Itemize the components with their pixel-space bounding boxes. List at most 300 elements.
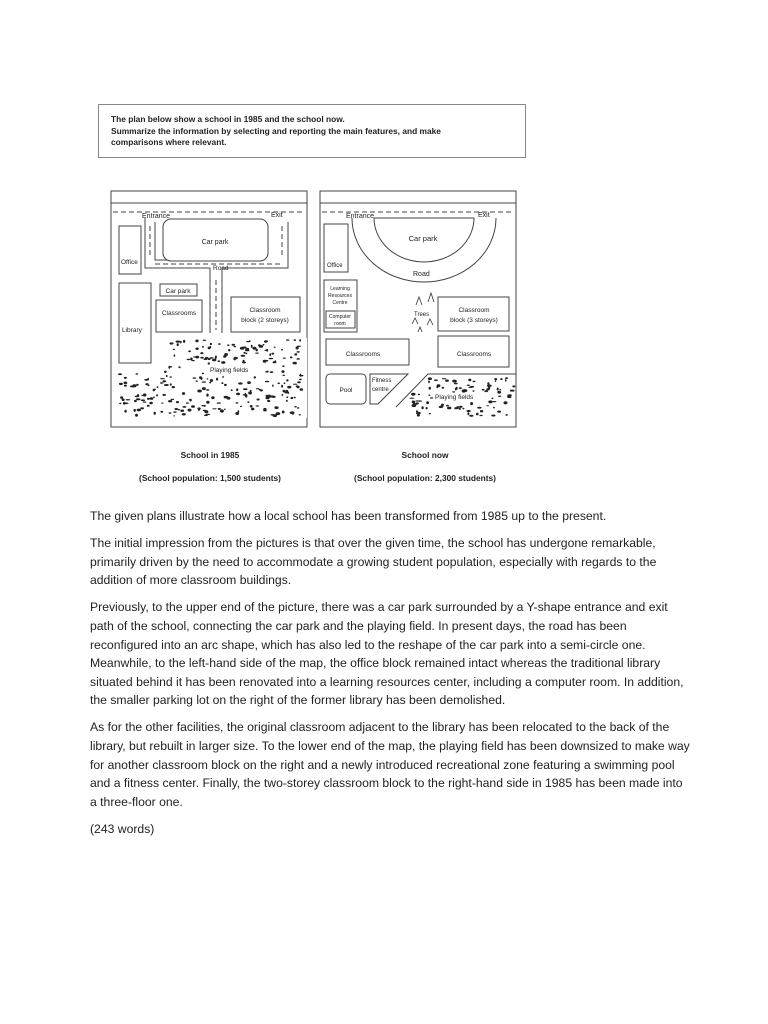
field-pebble (297, 407, 299, 409)
field-pebble (243, 388, 248, 390)
field-pebble (429, 387, 431, 390)
field-pebble (172, 386, 175, 388)
field-pebble (466, 410, 470, 412)
field-pebble (143, 393, 146, 396)
field-pebble (426, 401, 429, 404)
field-pebble (498, 396, 501, 397)
field-pebble (293, 384, 297, 385)
field-pebble (191, 405, 195, 408)
field-pebble (492, 401, 497, 402)
field-pebble (195, 340, 198, 343)
field-pebble (459, 387, 462, 389)
field-pebble (212, 408, 217, 409)
field-pebble (247, 381, 251, 384)
field-pebble (135, 373, 138, 374)
field-pebble (173, 415, 175, 416)
field-pebble (275, 360, 277, 362)
fitness-centre-label: Fitness (372, 378, 392, 384)
field-pebble (224, 384, 227, 386)
field-pebble (269, 353, 271, 356)
field-pebble (269, 358, 274, 360)
field-pebble (170, 399, 174, 400)
field-pebble (294, 397, 296, 399)
fitness-centre-label: centre (372, 387, 389, 393)
field-pebble (180, 341, 182, 344)
field-pebble (198, 409, 200, 411)
field-pebble (197, 390, 202, 393)
field-pebble (232, 344, 236, 346)
field-pebble (234, 357, 238, 360)
field-pebble (188, 409, 192, 412)
field-pebble (491, 415, 495, 417)
field-pebble (462, 389, 466, 392)
field-pebble (182, 392, 185, 395)
field-pebble (202, 381, 206, 382)
field-pebble (144, 379, 149, 381)
field-pebble (218, 408, 221, 410)
field-pebble (493, 407, 495, 409)
field-pebble (149, 397, 153, 400)
field-pebble (149, 402, 153, 405)
field-pebble (286, 339, 289, 340)
field-pebble (202, 387, 206, 390)
field-pebble (462, 408, 464, 410)
lrc-label: Centre (332, 300, 348, 306)
field-pebble (119, 403, 121, 405)
essay-paragraph: The given plans illustrate how a local school has been transformed from 1985 up to the present. (90, 509, 607, 523)
exit-label: Exit (478, 212, 490, 219)
field-pebble (174, 408, 178, 410)
classroom-block-label: Classroom (249, 307, 281, 314)
field-pebble (173, 411, 177, 412)
field-pebble (147, 398, 150, 400)
field-pebble (202, 346, 204, 348)
road-label: Road (413, 271, 430, 278)
field-pebble (203, 410, 207, 411)
essay-paragraph: The initial impression from the pictures is that over the given time, the school has undergone remarkable, primarily driven by the need to accommodate a growing student population, especially with regards to the addition of more classroom buildings. (90, 536, 657, 588)
field-pebble (299, 339, 301, 341)
population-1985: (School population: 1,500 students) (139, 473, 281, 483)
field-pebble (212, 359, 216, 362)
field-pebble (126, 399, 131, 400)
office-label: Office (327, 263, 343, 269)
field-pebble (441, 405, 444, 408)
field-pebble (271, 353, 274, 355)
field-pebble (177, 343, 179, 346)
classrooms-left-label: Classrooms (345, 351, 381, 358)
field-pebble (176, 401, 179, 403)
field-pebble (300, 388, 304, 391)
field-pebble (412, 394, 415, 396)
field-pebble (459, 406, 463, 408)
field-pebble (299, 414, 301, 415)
entrance-label: Entrance (346, 213, 375, 220)
field-pebble (122, 398, 125, 401)
field-pebble (265, 381, 269, 383)
field-pebble (164, 384, 169, 386)
field-pebble (500, 378, 502, 380)
field-pebble (454, 383, 458, 385)
field-pebble (456, 406, 459, 408)
car-park-label: Car park (408, 234, 438, 243)
field-pebble (130, 385, 134, 387)
classroom-block-label: Classroom (458, 307, 490, 314)
field-pebble (281, 349, 283, 351)
field-pebble (434, 379, 438, 381)
field-pebble (476, 413, 479, 416)
field-pebble (291, 397, 294, 399)
word-count: (243 words) (90, 821, 155, 836)
field-pebble (255, 405, 259, 406)
field-pebble (469, 415, 473, 417)
field-pebble (296, 347, 299, 350)
field-pebble (470, 402, 473, 405)
field-pebble (265, 371, 268, 373)
field-pebble (203, 340, 207, 341)
field-pebble (154, 389, 156, 390)
field-pebble (446, 405, 449, 407)
caption-now: School now (401, 450, 449, 460)
field-pebble (216, 378, 218, 381)
field-pebble (497, 391, 501, 394)
field-pebble (227, 344, 229, 346)
field-pebble (294, 339, 297, 341)
field-pebble (160, 378, 165, 379)
pool-label: Pool (339, 387, 353, 394)
field-pebble (484, 390, 488, 392)
field-pebble (137, 409, 141, 412)
field-pebble (251, 408, 254, 411)
school-plans-figure (0, 0, 768, 500)
field-pebble (504, 401, 508, 404)
field-pebble (221, 361, 225, 364)
field-pebble (477, 407, 481, 409)
field-pebble (170, 342, 174, 344)
field-pebble (255, 353, 259, 354)
field-pebble (124, 377, 127, 379)
field-pebble (240, 347, 245, 350)
field-pebble (264, 360, 269, 362)
classroom-block-label: block (2 storeys) (241, 317, 289, 324)
field-pebble (512, 385, 515, 387)
field-pebble (487, 382, 489, 385)
field-pebble (468, 379, 471, 382)
field-pebble (418, 400, 422, 401)
field-pebble (246, 353, 248, 355)
population-now: (School population: 2,300 students) (354, 473, 496, 483)
field-pebble (183, 340, 185, 343)
computer-room-label: Computer (329, 314, 351, 320)
field-pebble (207, 378, 209, 379)
field-pebble (482, 389, 485, 391)
field-pebble (190, 358, 193, 361)
field-pebble (168, 400, 172, 402)
field-pebble (274, 347, 276, 348)
field-pebble (288, 392, 290, 394)
field-pebble (233, 346, 236, 347)
field-pebble (429, 413, 431, 414)
road-label: Road (213, 265, 229, 272)
field-pebble (488, 387, 490, 389)
field-pebble (290, 356, 293, 358)
field-pebble (120, 396, 123, 399)
field-pebble (173, 349, 175, 351)
field-pebble (156, 394, 158, 396)
field-pebble (224, 409, 226, 411)
field-pebble (428, 380, 430, 383)
field-pebble (421, 406, 423, 409)
field-pebble (246, 341, 250, 342)
field-pebble (204, 405, 206, 407)
field-pebble (467, 412, 469, 415)
field-pebble (263, 410, 267, 411)
field-pebble (254, 376, 256, 378)
field-pebble (218, 343, 221, 345)
field-pebble (124, 410, 126, 413)
field-pebble (124, 382, 128, 385)
field-pebble (491, 398, 493, 400)
field-pebble (251, 345, 253, 348)
field-pebble (170, 383, 172, 386)
field-pebble (299, 379, 302, 381)
field-pebble (196, 381, 198, 382)
field-pebble (410, 398, 415, 399)
field-pebble (257, 399, 260, 401)
field-pebble (178, 409, 180, 411)
field-pebble (217, 360, 220, 362)
field-pebble (282, 394, 284, 396)
field-pebble (166, 375, 168, 377)
field-pebble (297, 386, 300, 389)
field-pebble (231, 389, 233, 391)
field-pebble (182, 413, 186, 415)
field-pebble (160, 382, 164, 383)
field-pebble (510, 390, 512, 391)
map-1985 (111, 191, 307, 427)
field-pebble (162, 394, 166, 396)
field-pebble (266, 395, 268, 397)
field-pebble (283, 358, 286, 359)
lrc-label: Learning (330, 286, 350, 292)
exit-label: Exit (271, 212, 283, 219)
field-pebble (195, 356, 199, 359)
field-pebble (192, 360, 195, 361)
field-pebble (426, 407, 428, 409)
field-pebble (161, 403, 163, 404)
field-pebble (247, 401, 249, 403)
field-pebble (437, 384, 440, 387)
field-pebble (505, 377, 508, 379)
field-pebble (259, 345, 264, 348)
field-pebble (505, 379, 507, 382)
field-pebble (505, 414, 508, 416)
field-pebble (224, 353, 228, 356)
field-pebble (282, 365, 284, 367)
field-pebble (210, 379, 213, 382)
field-pebble (497, 411, 501, 413)
field-pebble (272, 396, 276, 398)
field-pebble (242, 362, 246, 364)
field-pebble (428, 395, 430, 396)
field-pebble (256, 388, 259, 389)
field-pebble (135, 396, 139, 398)
field-pebble (160, 411, 163, 413)
field-pebble (200, 357, 203, 359)
field-pebble (264, 340, 268, 342)
field-pebble (135, 414, 138, 417)
entrance-label: Entrance (142, 213, 171, 220)
field-pebble (442, 387, 445, 389)
field-pebble (499, 389, 501, 390)
field-pebble (263, 344, 265, 346)
field-pebble (479, 415, 482, 416)
field-pebble (293, 362, 297, 365)
field-pebble (472, 390, 474, 391)
field-pebble (140, 407, 144, 409)
field-pebble (281, 370, 284, 373)
field-pebble (480, 410, 483, 412)
field-pebble (507, 397, 511, 399)
field-pebble (286, 400, 288, 402)
essay-body (90, 507, 690, 847)
field-pebble (297, 381, 301, 383)
field-pebble (222, 376, 224, 377)
field-pebble (241, 355, 246, 357)
field-pebble (294, 353, 297, 355)
field-pebble (467, 385, 470, 386)
field-pebble (187, 359, 191, 360)
car-park-label: Car park (201, 239, 229, 246)
field-pebble (260, 389, 263, 391)
small-car-park-label: Car park (165, 288, 191, 295)
field-pebble (299, 375, 304, 377)
field-pebble (174, 354, 176, 357)
field-pebble (220, 409, 224, 412)
field-pebble (217, 402, 221, 403)
field-pebble (164, 371, 167, 373)
trees-label: Trees (414, 312, 430, 318)
field-pebble (277, 383, 280, 385)
field-pebble (494, 378, 497, 380)
classrooms-label: Classrooms (161, 310, 197, 317)
field-pebble (208, 347, 211, 350)
field-pebble (206, 394, 208, 397)
field-pebble (286, 379, 288, 381)
field-pebble (290, 411, 295, 414)
field-pebble (488, 400, 492, 403)
field-pebble (236, 388, 238, 391)
field-pebble (186, 402, 189, 403)
playing-fields-label: Playing fields (435, 394, 474, 401)
field-pebble (266, 349, 268, 352)
field-pebble (148, 385, 150, 386)
task-line: Summarize the information by selecting and reporting the main features, and make (111, 125, 441, 136)
field-pebble (272, 385, 274, 387)
field-pebble (123, 402, 126, 405)
field-pebble (487, 405, 489, 406)
field-pebble (208, 362, 210, 364)
field-pebble (284, 382, 286, 384)
field-pebble (416, 412, 421, 415)
field-pebble (206, 414, 211, 415)
field-pebble (238, 382, 243, 384)
field-pebble (412, 404, 417, 407)
field-pebble (157, 386, 159, 388)
field-pebble (180, 410, 184, 412)
field-pebble (473, 381, 476, 383)
field-pebble (286, 396, 288, 398)
field-pebble (418, 394, 420, 395)
field-pebble (287, 386, 291, 389)
field-pebble (202, 373, 204, 375)
field-pebble (294, 406, 297, 407)
field-pebble (243, 394, 248, 396)
field-pebble (459, 408, 461, 411)
field-pebble (495, 380, 497, 382)
field-pebble (412, 401, 416, 404)
field-pebble (470, 386, 474, 388)
field-pebble (270, 371, 274, 373)
field-pebble (252, 347, 256, 350)
field-pebble (124, 385, 127, 387)
field-pebble (455, 388, 457, 391)
field-pebble (417, 415, 420, 417)
field-pebble (200, 352, 203, 354)
field-pebble (178, 366, 180, 368)
field-pebble (282, 411, 285, 414)
field-pebble (210, 343, 212, 345)
field-pebble (136, 384, 139, 386)
field-pebble (170, 366, 173, 368)
field-pebble (208, 358, 211, 360)
field-pebble (203, 358, 207, 360)
field-pebble (153, 396, 155, 398)
field-pebble (147, 405, 150, 407)
field-pebble (452, 391, 455, 392)
field-pebble (235, 402, 238, 403)
library-label: Library (122, 327, 142, 334)
field-pebble (193, 377, 197, 378)
task-line: comparisons where relevant. (111, 137, 227, 148)
field-pebble (236, 393, 240, 396)
field-pebble (228, 349, 230, 351)
field-pebble (452, 380, 457, 383)
field-pebble (250, 405, 253, 408)
field-pebble (189, 399, 192, 401)
field-pebble (195, 348, 198, 350)
field-pebble (297, 351, 300, 353)
field-pebble (169, 412, 172, 414)
field-pebble (445, 380, 449, 382)
field-pebble (199, 376, 202, 379)
lrc-label: Resources (328, 293, 352, 299)
field-pebble (271, 414, 275, 416)
field-pebble (134, 409, 136, 412)
field-pebble (238, 410, 240, 412)
map-now (320, 191, 516, 427)
field-pebble (211, 396, 214, 399)
field-pebble (221, 382, 223, 384)
essay-paragraph: As for the other facilities, the original classroom adjacent to the library has been relocated to the back of the library, but rebuilt in larger size. To the lower end of the map, the playing field has been downsized to make way for another classroom block on the right and a newly introduced recreational zone featuring a swimming pool and a fitness center. Finally, the two-storey classroom block to the right-hand side in 1985 has been made into a three-floor one. (90, 720, 690, 809)
field-pebble (118, 373, 122, 375)
field-pebble (267, 395, 272, 398)
field-pebble (182, 406, 186, 408)
field-pebble (274, 406, 278, 409)
playing-fields-label: Playing fields (210, 367, 249, 374)
field-pebble (442, 378, 447, 379)
field-pebble (209, 382, 211, 384)
field-pebble (176, 341, 181, 343)
